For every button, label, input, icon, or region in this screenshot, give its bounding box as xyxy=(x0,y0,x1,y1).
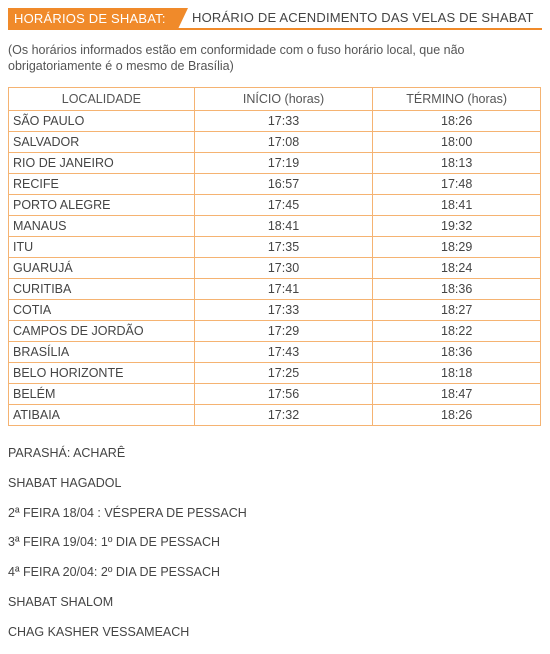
table-row xyxy=(9,132,541,153)
table-row xyxy=(9,153,541,174)
cell-end: 18:36 xyxy=(373,342,541,363)
cell-end: 18:18 xyxy=(373,363,541,384)
note-line: SHABAT HAGADOL xyxy=(8,475,122,490)
cell-start: 18:41 xyxy=(194,216,373,237)
cell-end: 18:47 xyxy=(373,384,541,405)
cell-start: 17:35 xyxy=(194,237,373,258)
table-row xyxy=(9,300,541,321)
cell-city: COTIA xyxy=(9,300,195,321)
cell-city: RIO DE JANEIRO xyxy=(9,153,195,174)
cell-start: 17:33 xyxy=(194,300,373,321)
cell-start: 17:32 xyxy=(194,405,373,426)
cell-start: 17:19 xyxy=(194,153,373,174)
cell-start: 17:56 xyxy=(194,384,373,405)
cell-end: 18:13 xyxy=(373,153,541,174)
cell-city: CURITIBA xyxy=(9,279,195,300)
table-row xyxy=(9,321,541,342)
table-row xyxy=(9,342,541,363)
cell-end: 18:27 xyxy=(373,300,541,321)
cell-start: 17:33 xyxy=(194,111,373,132)
cell-end: 19:32 xyxy=(373,216,541,237)
section-header xyxy=(8,8,542,30)
cell-end: 18:41 xyxy=(373,195,541,216)
column-header-city: LOCALIDADE xyxy=(9,88,195,111)
cell-start: 17:45 xyxy=(194,195,373,216)
cell-city: ATIBAIA xyxy=(9,405,195,426)
note-line: PARASHÁ: ACHARÊ xyxy=(8,446,126,460)
cell-end: 18:29 xyxy=(373,237,541,258)
note-line: 4ª FEIRA 20/04: 2º DIA DE PESSACH xyxy=(8,565,221,580)
table-row xyxy=(9,363,541,384)
cell-start: 17:29 xyxy=(194,321,373,342)
cell-city: BELO HORIZONTE xyxy=(9,363,195,384)
notes-list xyxy=(8,445,538,654)
cell-city: ITU xyxy=(9,237,195,258)
cell-end: 18:24 xyxy=(373,258,541,279)
note-line: 3ª FEIRA 19/04: 1º DIA DE PESSACH xyxy=(8,535,221,550)
cell-start: 17:43 xyxy=(194,342,373,363)
table-row xyxy=(9,279,541,300)
cell-end: 18:00 xyxy=(373,132,541,153)
table-header-row xyxy=(9,88,541,111)
cell-city: PORTO ALEGRE xyxy=(9,195,195,216)
cell-city: CAMPOS DE JORDÃO xyxy=(9,321,195,342)
header-tab-notch xyxy=(178,8,188,29)
table-row xyxy=(9,258,541,279)
cell-city: MANAUS xyxy=(9,216,195,237)
cell-start: 17:25 xyxy=(194,363,373,384)
table-row xyxy=(9,195,541,216)
table-row xyxy=(9,384,541,405)
cell-end: 18:26 xyxy=(373,405,541,426)
cell-end: 18:36 xyxy=(373,279,541,300)
cell-end: 17:48 xyxy=(373,174,541,195)
column-header-start: INÍCIO (horas) xyxy=(194,88,373,111)
cell-end: 18:22 xyxy=(373,321,541,342)
table-row xyxy=(9,111,541,132)
cell-city: SALVADOR xyxy=(9,132,195,153)
cell-city: BELÉM xyxy=(9,384,195,405)
cell-city: SÃO PAULO xyxy=(9,111,195,132)
note-line: CHAG KASHER VESSAMEACH xyxy=(8,624,190,639)
header-tab-label: HORÁRIOS DE SHABAT: xyxy=(8,8,178,29)
table-row xyxy=(9,237,541,258)
cell-city: GUARUJÁ xyxy=(9,258,195,279)
column-header-end: TÉRMINO (horas) xyxy=(373,88,541,111)
cell-start: 16:57 xyxy=(194,174,373,195)
cell-start: 17:41 xyxy=(194,279,373,300)
cell-start: 17:08 xyxy=(194,132,373,153)
note-line: 2ª FEIRA 18/04 : VÉSPERA DE PESSACH xyxy=(8,505,247,520)
table-body xyxy=(9,111,541,426)
table-row xyxy=(9,174,541,195)
page-title: HORÁRIO DE ACENDIMENTO DAS VELAS DE SHABAT xyxy=(192,10,534,25)
candle-lighting-table xyxy=(8,87,541,426)
cell-end: 18:26 xyxy=(373,111,541,132)
table-row xyxy=(9,405,541,426)
table-row xyxy=(9,216,541,237)
cell-start: 17:30 xyxy=(194,258,373,279)
cell-city: BRASÍLIA xyxy=(9,342,195,363)
note-line: SHABAT SHALOM xyxy=(8,594,114,609)
timezone-note: (Os horários informados estão em conformidade com o fuso horário local, que não obrigatoriamente é o mesmo de Brasília) xyxy=(8,43,465,73)
cell-city: RECIFE xyxy=(9,174,195,195)
